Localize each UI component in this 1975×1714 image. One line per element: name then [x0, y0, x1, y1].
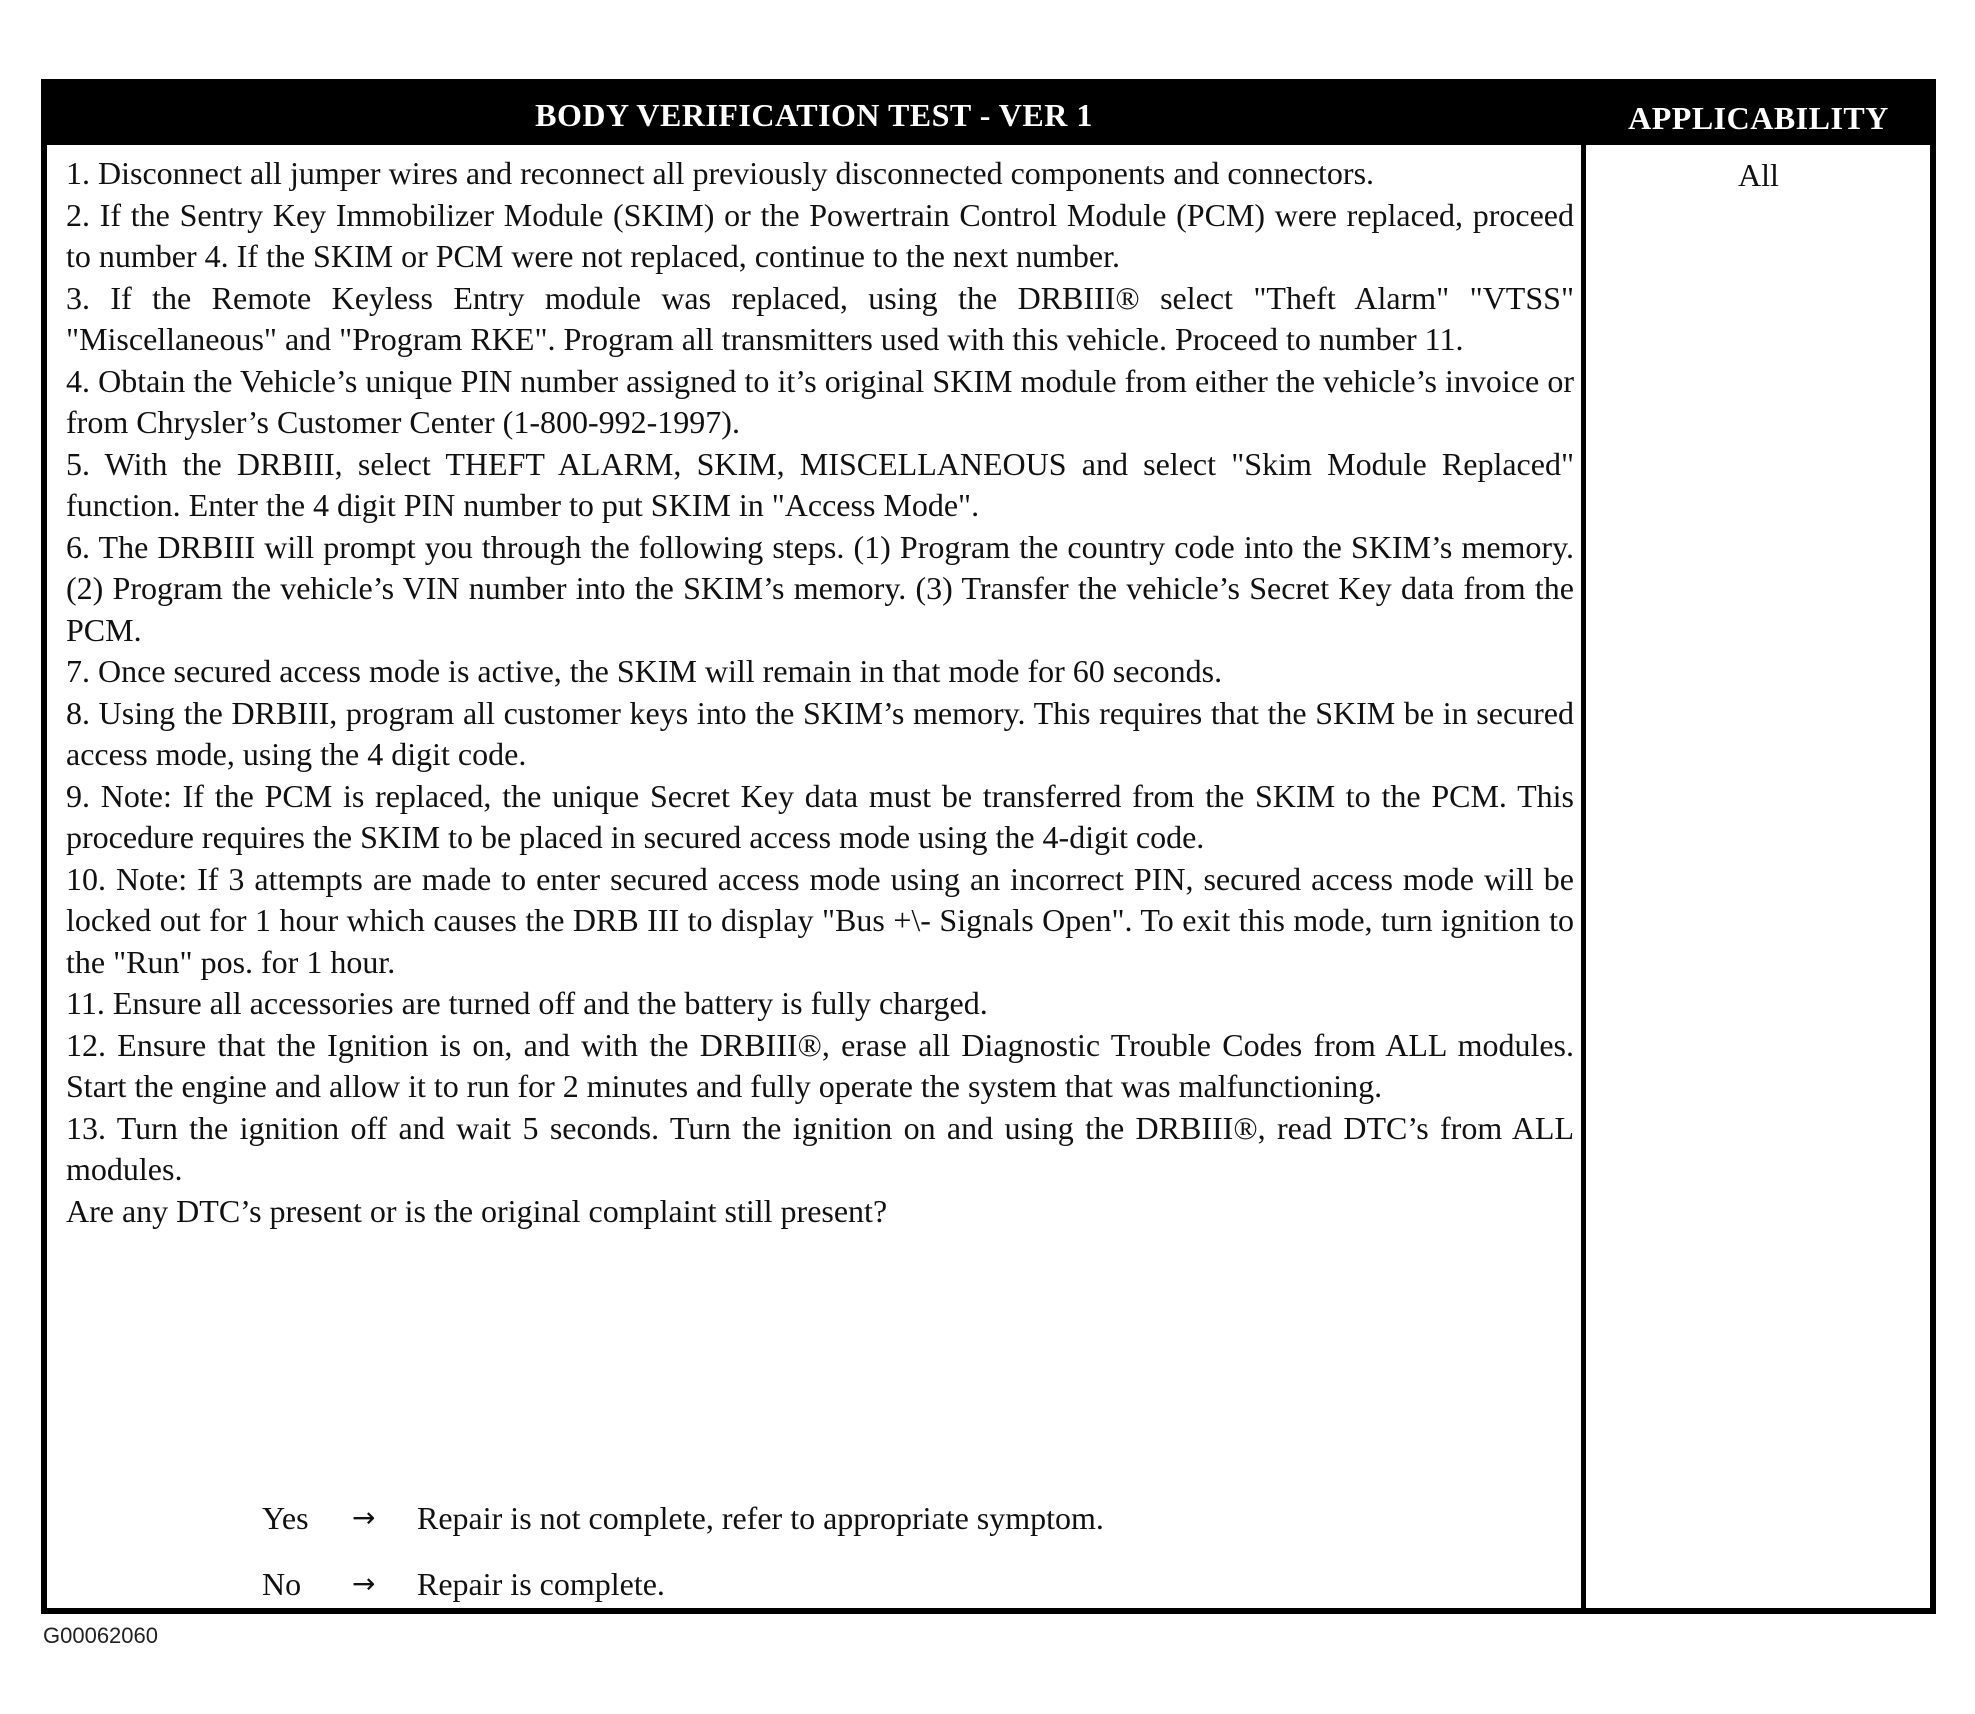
arrow-right-icon: → [352, 1501, 376, 1534]
table-title: BODY VERIFICATION TEST - VER 1 [535, 97, 1093, 133]
step-10: 10. Note: If 3 attempts are made to enter secured access mode using an incorrect PIN, secured access mode will be locked out for 1 hour which causes the DRB III to display "Bus +\- Signals Open". To exit this mode, turn ignition to the "Run" pos. for 1 hour. [66, 860, 1574, 980]
question: Are any DTC’s present or is the original complaint still present? [66, 1192, 888, 1229]
answer-key: Yes [262, 1500, 309, 1536]
figure-id: G00062060 [43, 1623, 158, 1648]
step-3: 3. If the Remote Keyless Entry module was replaced, using the DRBIII® select "Theft Alarm" "VTSS" "Miscellaneous" and "Program RKE". Program all transmitters used with this vehicle. Proceed to number 11. [66, 279, 1574, 357]
step-4: 4. Obtain the Vehicle’s unique PIN number assigned to it’s original SKIM module from either the vehicle’s invoice or from Chrysler’s Customer Center (1-800-992-1997). [66, 362, 1574, 440]
step-8: 8. Using the DRBIII, program all customer keys into the SKIM’s memory. This requires that the SKIM be in secured access mode, using the 4 digit code. [66, 694, 1574, 772]
step-7: 7. Once secured access mode is active, the SKIM will remain in that mode for 60 seconds. [66, 653, 1223, 689]
step-11: 11. Ensure all accessories are turned off and the battery is fully charged. [66, 985, 988, 1021]
procedure-steps [66, 153, 1574, 1232]
applicability-value: All [1738, 157, 1779, 193]
table-header-row [47, 85, 1930, 145]
step-5: 5. With the DRBIII, select THEFT ALARM, SKIM, MISCELLANEOUS and select "Skim Module Replaced" function. Enter the 4 digit PIN number to put SKIM in "Access Mode". [66, 445, 1574, 523]
applicability-header: APPLICABILITY [1628, 100, 1889, 136]
step-13: 13. Turn the ignition off and wait 5 seconds. Turn the ignition on and using the DRBIII®, read DTC’s from ALL modules. [66, 1109, 1574, 1187]
answer-key: No [262, 1566, 302, 1602]
answer-text: Repair is complete. [417, 1566, 665, 1602]
column-divider [1581, 143, 1586, 1608]
arrow-right-icon: → [352, 1567, 376, 1600]
verification-test-table [41, 79, 1936, 1614]
answer-text: Repair is not complete, refer to appropriate symptom. [417, 1500, 1104, 1536]
step-1: 1. Disconnect all jumper wires and reconnect all previously disconnected components and connectors. [66, 155, 1375, 191]
step-6: 6. The DRBIII will prompt you through the following steps. (1) Program the country code into the SKIM’s memory. (2) Program the vehicle’s VIN number into the SKIM’s memory. (3) Transfer the vehicle’s Secret Key data from the PCM. [66, 528, 1574, 648]
step-12: 12. Ensure that the Ignition is on, and with the DRBIII®, erase all Diagnostic Trouble Codes from ALL modules. Start the engine and allow it to run for 2 minutes and fully operate the system that was malfunctioning. [66, 1026, 1574, 1104]
step-9: 9. Note: If the PCM is replaced, the unique Secret Key data must be transferred from the SKIM to the PCM. This procedure requires the SKIM to be placed in secured access mode using the 4-digit code. [66, 777, 1574, 855]
step-2: 2. If the Sentry Key Immobilizer Module (SKIM) or the Powertrain Control Module (PCM) were replaced, proceed to number 4. If the SKIM or PCM were not replaced, continue to the next number. [66, 196, 1574, 274]
